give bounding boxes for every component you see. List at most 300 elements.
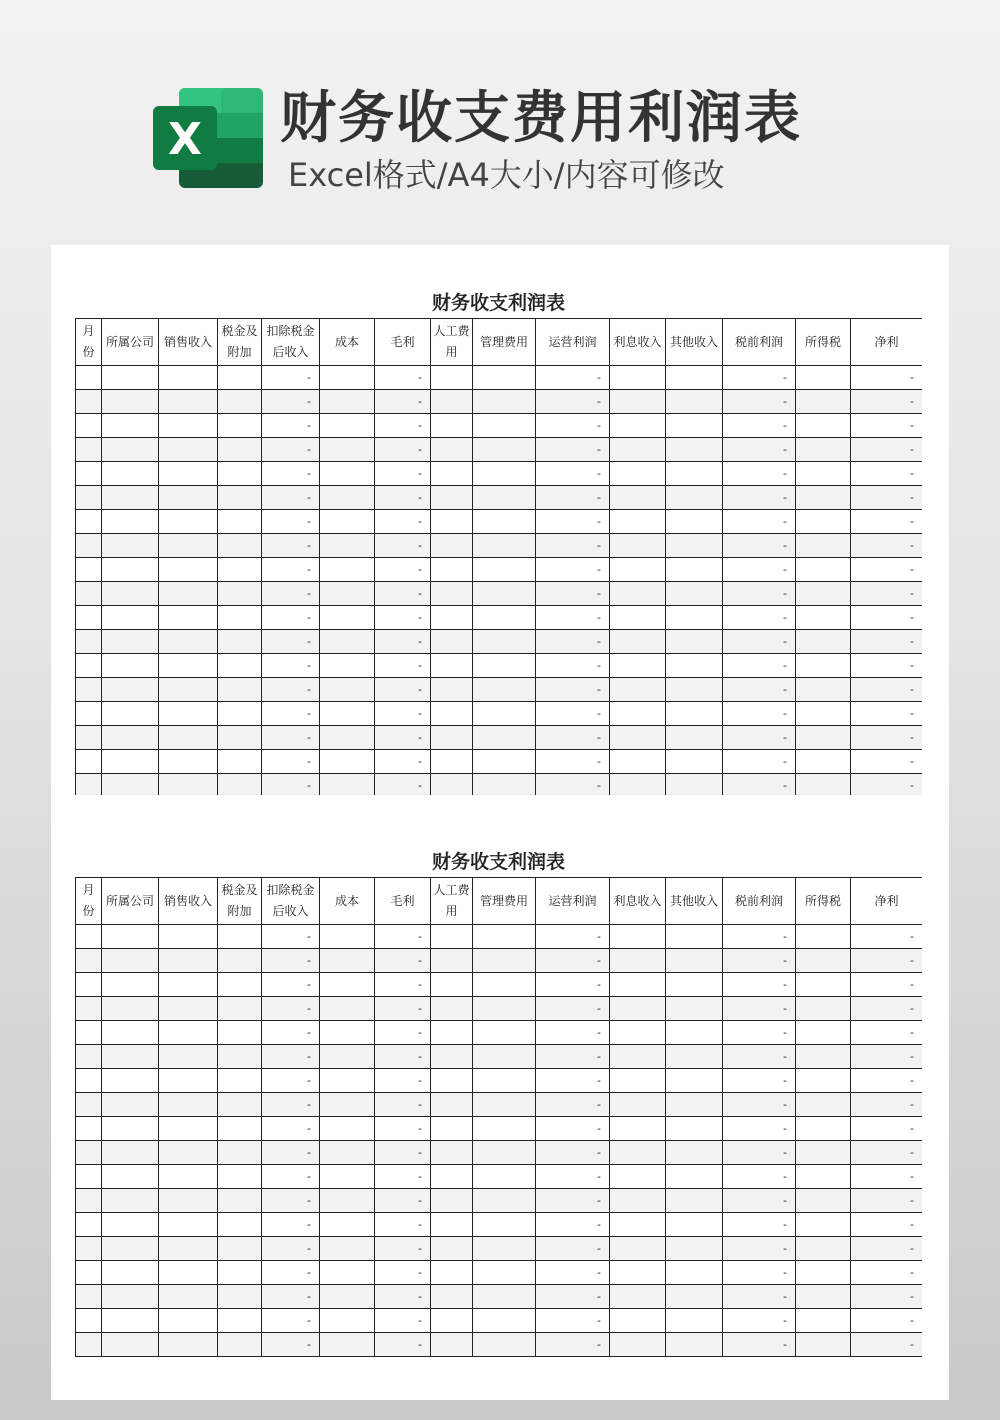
- table-cell[interactable]: [610, 997, 666, 1021]
- table-cell[interactable]: -: [723, 630, 796, 654]
- table-cell[interactable]: -: [723, 726, 796, 750]
- table-cell[interactable]: [159, 1117, 218, 1141]
- table-cell[interactable]: [473, 390, 536, 414]
- table-cell[interactable]: [666, 654, 723, 678]
- table-cell[interactable]: -: [723, 1333, 796, 1357]
- table-cell[interactable]: [473, 534, 536, 558]
- table-cell[interactable]: -: [536, 606, 610, 630]
- table-cell[interactable]: [102, 414, 159, 438]
- table-cell[interactable]: [431, 486, 473, 510]
- table-cell[interactable]: -: [375, 1213, 431, 1237]
- table-cell[interactable]: -: [375, 1165, 431, 1189]
- table-cell[interactable]: [102, 726, 159, 750]
- table-cell[interactable]: [473, 949, 536, 973]
- table-cell[interactable]: [796, 1237, 851, 1261]
- table-cell[interactable]: -: [536, 1021, 610, 1045]
- table-cell[interactable]: [102, 1261, 159, 1285]
- table-cell[interactable]: [796, 1309, 851, 1333]
- table-cell[interactable]: [218, 438, 262, 462]
- table-cell[interactable]: [76, 366, 102, 390]
- table-cell[interactable]: -: [262, 510, 320, 534]
- table-cell[interactable]: [610, 1213, 666, 1237]
- table-cell[interactable]: [610, 486, 666, 510]
- table-cell[interactable]: [102, 510, 159, 534]
- table-cell[interactable]: [610, 1285, 666, 1309]
- table-cell[interactable]: [666, 1141, 723, 1165]
- table-cell[interactable]: [610, 438, 666, 462]
- table-cell[interactable]: [431, 726, 473, 750]
- table-cell[interactable]: [218, 510, 262, 534]
- table-cell[interactable]: -: [723, 774, 796, 796]
- table-cell[interactable]: -: [262, 390, 320, 414]
- table-cell[interactable]: [320, 750, 375, 774]
- table-cell[interactable]: [666, 949, 723, 973]
- table-cell[interactable]: -: [262, 1045, 320, 1069]
- table-cell[interactable]: -: [536, 1045, 610, 1069]
- table-cell[interactable]: [218, 1333, 262, 1357]
- table-cell[interactable]: [610, 1333, 666, 1357]
- table-cell[interactable]: -: [375, 1333, 431, 1357]
- table-cell[interactable]: [218, 1237, 262, 1261]
- table-cell[interactable]: [431, 654, 473, 678]
- table-cell[interactable]: [473, 630, 536, 654]
- table-cell[interactable]: [431, 925, 473, 949]
- table-cell[interactable]: [610, 606, 666, 630]
- table-cell[interactable]: [76, 1285, 102, 1309]
- table-cell[interactable]: [102, 1045, 159, 1069]
- table-cell[interactable]: [218, 1117, 262, 1141]
- table-cell[interactable]: [666, 1021, 723, 1045]
- table-cell[interactable]: [796, 1069, 851, 1093]
- table-cell[interactable]: [320, 1261, 375, 1285]
- table-cell[interactable]: [76, 510, 102, 534]
- table-cell[interactable]: -: [375, 1189, 431, 1213]
- table-cell[interactable]: -: [262, 606, 320, 630]
- table-cell[interactable]: -: [723, 1045, 796, 1069]
- table-cell[interactable]: [320, 678, 375, 702]
- table-cell[interactable]: [610, 1117, 666, 1141]
- table-cell[interactable]: -: [536, 1093, 610, 1117]
- table-cell[interactable]: [666, 558, 723, 582]
- table-cell[interactable]: [76, 1069, 102, 1093]
- table-cell[interactable]: -: [536, 1285, 610, 1309]
- table-cell[interactable]: [320, 1309, 375, 1333]
- table-cell[interactable]: [666, 1261, 723, 1285]
- table-cell[interactable]: [102, 973, 159, 997]
- table-cell[interactable]: -: [375, 1309, 431, 1333]
- table-cell[interactable]: [159, 1021, 218, 1045]
- table-cell[interactable]: -: [375, 558, 431, 582]
- table-cell[interactable]: [159, 414, 218, 438]
- table-cell[interactable]: [473, 1333, 536, 1357]
- table-cell[interactable]: [102, 678, 159, 702]
- table-cell[interactable]: -: [723, 925, 796, 949]
- table-cell[interactable]: -: [851, 462, 923, 486]
- table-cell[interactable]: [666, 1093, 723, 1117]
- table-cell[interactable]: [102, 654, 159, 678]
- table-cell[interactable]: -: [536, 654, 610, 678]
- table-cell[interactable]: [431, 1213, 473, 1237]
- table-cell[interactable]: [218, 654, 262, 678]
- table-cell[interactable]: [320, 1069, 375, 1093]
- table-cell[interactable]: [431, 462, 473, 486]
- table-cell[interactable]: [473, 1045, 536, 1069]
- table-cell[interactable]: [431, 414, 473, 438]
- table-cell[interactable]: [159, 1285, 218, 1309]
- table-cell[interactable]: -: [723, 366, 796, 390]
- table-cell[interactable]: [666, 1045, 723, 1069]
- table-cell[interactable]: [796, 774, 851, 796]
- table-cell[interactable]: -: [375, 534, 431, 558]
- table-cell[interactable]: [796, 582, 851, 606]
- table-cell[interactable]: [320, 1189, 375, 1213]
- table-cell[interactable]: [610, 702, 666, 726]
- table-cell[interactable]: [431, 606, 473, 630]
- table-cell[interactable]: [102, 1117, 159, 1141]
- table-cell[interactable]: [218, 925, 262, 949]
- table-cell[interactable]: [76, 438, 102, 462]
- table-cell[interactable]: [431, 774, 473, 796]
- table-cell[interactable]: [102, 438, 159, 462]
- table-cell[interactable]: [431, 1309, 473, 1333]
- table-cell[interactable]: -: [262, 462, 320, 486]
- table-cell[interactable]: [473, 1021, 536, 1045]
- table-cell[interactable]: [159, 486, 218, 510]
- table-cell[interactable]: -: [536, 534, 610, 558]
- table-cell[interactable]: [796, 606, 851, 630]
- table-cell[interactable]: [666, 750, 723, 774]
- table-cell[interactable]: [473, 1261, 536, 1285]
- table-cell[interactable]: [610, 1093, 666, 1117]
- table-cell[interactable]: -: [536, 582, 610, 606]
- table-cell[interactable]: [666, 486, 723, 510]
- table-cell[interactable]: [610, 390, 666, 414]
- table-cell[interactable]: [473, 1117, 536, 1141]
- table-cell[interactable]: [218, 702, 262, 726]
- table-cell[interactable]: -: [536, 1165, 610, 1189]
- table-cell[interactable]: [218, 997, 262, 1021]
- table-cell[interactable]: [76, 1093, 102, 1117]
- table-cell[interactable]: [102, 606, 159, 630]
- table-cell[interactable]: -: [851, 726, 923, 750]
- table-cell[interactable]: [159, 654, 218, 678]
- table-cell[interactable]: [473, 486, 536, 510]
- table-cell[interactable]: [218, 949, 262, 973]
- table-cell[interactable]: -: [262, 582, 320, 606]
- table-cell[interactable]: [796, 1021, 851, 1045]
- table-cell[interactable]: [473, 973, 536, 997]
- table-cell[interactable]: [473, 1285, 536, 1309]
- table-cell[interactable]: -: [262, 949, 320, 973]
- table-cell[interactable]: -: [536, 1309, 610, 1333]
- table-cell[interactable]: -: [536, 997, 610, 1021]
- table-cell[interactable]: [796, 390, 851, 414]
- table-cell[interactable]: [473, 606, 536, 630]
- table-cell[interactable]: [610, 534, 666, 558]
- table-cell[interactable]: [102, 1165, 159, 1189]
- table-cell[interactable]: [159, 1141, 218, 1165]
- table-cell[interactable]: -: [262, 774, 320, 796]
- table-cell[interactable]: [666, 1213, 723, 1237]
- table-cell[interactable]: [218, 973, 262, 997]
- table-cell[interactable]: -: [851, 1189, 923, 1213]
- table-cell[interactable]: [76, 949, 102, 973]
- table-cell[interactable]: [102, 390, 159, 414]
- table-cell[interactable]: -: [851, 390, 923, 414]
- table-cell[interactable]: -: [723, 438, 796, 462]
- table-cell[interactable]: [796, 1333, 851, 1357]
- table-cell[interactable]: [796, 630, 851, 654]
- table-cell[interactable]: [76, 1021, 102, 1045]
- table-cell[interactable]: [610, 1021, 666, 1045]
- table-cell[interactable]: [159, 534, 218, 558]
- table-cell[interactable]: [159, 582, 218, 606]
- table-cell[interactable]: -: [536, 1189, 610, 1213]
- table-cell[interactable]: [102, 630, 159, 654]
- table-cell[interactable]: [76, 1237, 102, 1261]
- table-cell[interactable]: -: [851, 1141, 923, 1165]
- table-cell[interactable]: [666, 925, 723, 949]
- table-cell[interactable]: -: [262, 630, 320, 654]
- table-cell[interactable]: [796, 414, 851, 438]
- table-cell[interactable]: -: [375, 750, 431, 774]
- table-cell[interactable]: -: [262, 1309, 320, 1333]
- table-cell[interactable]: -: [851, 997, 923, 1021]
- table-cell[interactable]: [159, 1213, 218, 1237]
- table-cell[interactable]: [320, 1237, 375, 1261]
- table-cell[interactable]: [159, 1189, 218, 1213]
- table-cell[interactable]: [320, 774, 375, 796]
- table-cell[interactable]: -: [851, 438, 923, 462]
- table-cell[interactable]: -: [536, 726, 610, 750]
- table-cell[interactable]: -: [262, 1189, 320, 1213]
- table-cell[interactable]: [666, 726, 723, 750]
- table-cell[interactable]: [431, 997, 473, 1021]
- table-cell[interactable]: [473, 558, 536, 582]
- table-cell[interactable]: [218, 366, 262, 390]
- table-cell[interactable]: [610, 774, 666, 796]
- table-cell[interactable]: [218, 630, 262, 654]
- table-cell[interactable]: -: [723, 702, 796, 726]
- table-cell[interactable]: [610, 582, 666, 606]
- table-cell[interactable]: [320, 925, 375, 949]
- table-cell[interactable]: [473, 510, 536, 534]
- table-cell[interactable]: -: [536, 702, 610, 726]
- table-cell[interactable]: [610, 949, 666, 973]
- table-cell[interactable]: -: [723, 1093, 796, 1117]
- table-cell[interactable]: [159, 390, 218, 414]
- table-cell[interactable]: [796, 510, 851, 534]
- table-cell[interactable]: -: [262, 654, 320, 678]
- table-cell[interactable]: [320, 414, 375, 438]
- table-cell[interactable]: [218, 414, 262, 438]
- table-cell[interactable]: -: [536, 1333, 610, 1357]
- table-cell[interactable]: -: [723, 1213, 796, 1237]
- table-cell[interactable]: -: [723, 1165, 796, 1189]
- table-cell[interactable]: -: [851, 606, 923, 630]
- table-cell[interactable]: [159, 630, 218, 654]
- table-cell[interactable]: -: [375, 1021, 431, 1045]
- table-cell[interactable]: [796, 462, 851, 486]
- table-cell[interactable]: [102, 1237, 159, 1261]
- table-cell[interactable]: -: [851, 1165, 923, 1189]
- table-cell[interactable]: -: [262, 1285, 320, 1309]
- table-cell[interactable]: [796, 973, 851, 997]
- table-cell[interactable]: [610, 1261, 666, 1285]
- table-cell[interactable]: [666, 1309, 723, 1333]
- table-cell[interactable]: [102, 558, 159, 582]
- table-cell[interactable]: -: [375, 726, 431, 750]
- table-cell[interactable]: [666, 1237, 723, 1261]
- table-cell[interactable]: [610, 462, 666, 486]
- table-cell[interactable]: [159, 678, 218, 702]
- table-cell[interactable]: [159, 1045, 218, 1069]
- table-cell[interactable]: [76, 606, 102, 630]
- table-cell[interactable]: -: [536, 1141, 610, 1165]
- table-cell[interactable]: [320, 973, 375, 997]
- table-cell[interactable]: -: [536, 510, 610, 534]
- table-cell[interactable]: [666, 630, 723, 654]
- table-cell[interactable]: [610, 558, 666, 582]
- table-cell[interactable]: -: [851, 1285, 923, 1309]
- table-cell[interactable]: [431, 1237, 473, 1261]
- table-cell[interactable]: -: [851, 582, 923, 606]
- table-cell[interactable]: -: [723, 558, 796, 582]
- table-cell[interactable]: -: [375, 774, 431, 796]
- table-cell[interactable]: -: [851, 1237, 923, 1261]
- table-cell[interactable]: [431, 630, 473, 654]
- table-cell[interactable]: -: [851, 1069, 923, 1093]
- table-cell[interactable]: [473, 582, 536, 606]
- table-cell[interactable]: -: [851, 534, 923, 558]
- table-cell[interactable]: [473, 750, 536, 774]
- table-cell[interactable]: [159, 1165, 218, 1189]
- table-cell[interactable]: [796, 558, 851, 582]
- table-cell[interactable]: -: [375, 438, 431, 462]
- table-cell[interactable]: [796, 726, 851, 750]
- table-cell[interactable]: -: [723, 1189, 796, 1213]
- table-cell[interactable]: [102, 582, 159, 606]
- table-cell[interactable]: [666, 1285, 723, 1309]
- table-cell[interactable]: [320, 1093, 375, 1117]
- table-cell[interactable]: -: [851, 1213, 923, 1237]
- table-cell[interactable]: [76, 582, 102, 606]
- table-cell[interactable]: [796, 1045, 851, 1069]
- table-cell[interactable]: [76, 774, 102, 796]
- table-cell[interactable]: [473, 678, 536, 702]
- table-cell[interactable]: -: [851, 1021, 923, 1045]
- table-cell[interactable]: [76, 1213, 102, 1237]
- table-cell[interactable]: [159, 558, 218, 582]
- table-cell[interactable]: [76, 558, 102, 582]
- table-cell[interactable]: [473, 462, 536, 486]
- table-cell[interactable]: [610, 1237, 666, 1261]
- table-cell[interactable]: -: [723, 1117, 796, 1141]
- table-cell[interactable]: [473, 1189, 536, 1213]
- table-cell[interactable]: [159, 606, 218, 630]
- table-cell[interactable]: -: [536, 462, 610, 486]
- table-cell[interactable]: -: [851, 486, 923, 510]
- table-cell[interactable]: -: [375, 702, 431, 726]
- table-cell[interactable]: [666, 997, 723, 1021]
- table-cell[interactable]: [610, 510, 666, 534]
- table-cell[interactable]: [76, 1309, 102, 1333]
- table-cell[interactable]: -: [262, 1021, 320, 1045]
- table-cell[interactable]: [431, 1165, 473, 1189]
- table-cell[interactable]: [102, 1213, 159, 1237]
- table-cell[interactable]: -: [262, 1141, 320, 1165]
- table-cell[interactable]: [666, 390, 723, 414]
- table-cell[interactable]: -: [536, 438, 610, 462]
- table-cell[interactable]: [431, 1189, 473, 1213]
- table-cell[interactable]: [159, 774, 218, 796]
- table-cell[interactable]: -: [375, 1261, 431, 1285]
- table-cell[interactable]: -: [723, 949, 796, 973]
- table-cell[interactable]: [320, 390, 375, 414]
- table-cell[interactable]: [473, 1069, 536, 1093]
- table-cell[interactable]: -: [262, 1213, 320, 1237]
- table-cell[interactable]: [76, 390, 102, 414]
- table-cell[interactable]: [218, 1093, 262, 1117]
- table-cell[interactable]: [610, 1189, 666, 1213]
- table-cell[interactable]: [218, 750, 262, 774]
- table-cell[interactable]: -: [375, 1045, 431, 1069]
- table-cell[interactable]: [102, 486, 159, 510]
- table-cell[interactable]: -: [536, 1237, 610, 1261]
- table-cell[interactable]: -: [723, 1141, 796, 1165]
- table-cell[interactable]: -: [723, 973, 796, 997]
- table-cell[interactable]: [218, 1213, 262, 1237]
- table-cell[interactable]: -: [723, 1069, 796, 1093]
- table-cell[interactable]: [666, 510, 723, 534]
- table-cell[interactable]: -: [723, 462, 796, 486]
- table-cell[interactable]: -: [536, 774, 610, 796]
- table-cell[interactable]: [473, 702, 536, 726]
- table-cell[interactable]: -: [723, 582, 796, 606]
- table-cell[interactable]: -: [536, 1069, 610, 1093]
- table-cell[interactable]: -: [262, 1261, 320, 1285]
- table-cell[interactable]: -: [723, 1237, 796, 1261]
- table-cell[interactable]: [796, 438, 851, 462]
- table-cell[interactable]: -: [851, 1309, 923, 1333]
- table-cell[interactable]: [102, 925, 159, 949]
- table-cell[interactable]: [320, 1213, 375, 1237]
- table-cell[interactable]: -: [375, 366, 431, 390]
- table-cell[interactable]: [76, 1189, 102, 1213]
- table-cell[interactable]: [218, 558, 262, 582]
- table-cell[interactable]: [159, 702, 218, 726]
- table-cell[interactable]: [473, 366, 536, 390]
- table-cell[interactable]: [320, 1117, 375, 1141]
- table-cell[interactable]: -: [723, 414, 796, 438]
- table-cell[interactable]: -: [536, 925, 610, 949]
- table-cell[interactable]: [431, 1021, 473, 1045]
- table-cell[interactable]: -: [536, 973, 610, 997]
- table-cell[interactable]: [431, 702, 473, 726]
- table-cell[interactable]: [320, 534, 375, 558]
- table-cell[interactable]: -: [723, 1021, 796, 1045]
- table-cell[interactable]: [76, 1045, 102, 1069]
- table-cell[interactable]: [610, 630, 666, 654]
- table-cell[interactable]: -: [375, 414, 431, 438]
- table-cell[interactable]: [218, 582, 262, 606]
- table-cell[interactable]: [431, 949, 473, 973]
- table-cell[interactable]: -: [375, 1093, 431, 1117]
- table-cell[interactable]: [796, 366, 851, 390]
- table-cell[interactable]: [320, 462, 375, 486]
- table-cell[interactable]: [102, 1141, 159, 1165]
- table-cell[interactable]: -: [375, 1069, 431, 1093]
